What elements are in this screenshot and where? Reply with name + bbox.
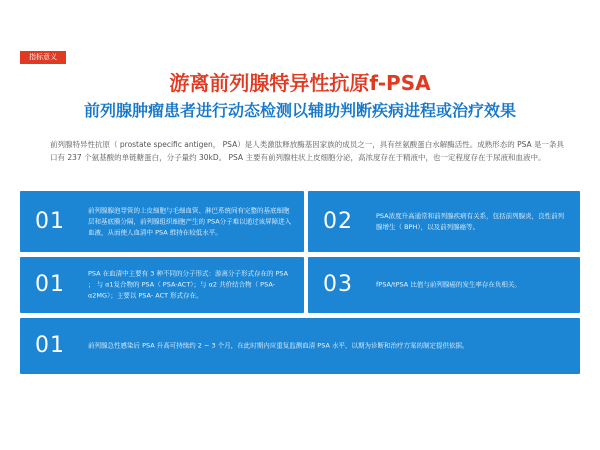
card-text: PSA浓度升高通常和前列腺疾病有关系，包括前列腺炎，良性前列腺增生（ BPH），以及前列腺癌等。	[376, 211, 565, 231]
info-card-3	[20, 257, 304, 313]
card-number: 01	[35, 208, 65, 234]
card-text: PSA 在血清中主要有 3 种不同的分子形式：游离分子形式存在的 PSA ； 与 α1复合物的 PSA（ PSA-ACT）；与 α2 共价结合物（ PSA-α2MG）；主要以 PSA- ACT 形式存在。	[88, 269, 289, 300]
card-text: 前列腺腺泡导管的上皮细胞与毛细血管、淋巴系统间有完整的基底细胞层和基底膜分隔，前列腺组织细胞产生的 PSA分子难以通过该屏障进入血液，从而使人血清中 PSA 维持在较低水平。	[88, 206, 292, 236]
page-title: 游离前列腺特异性抗原f-PSA	[169, 71, 431, 95]
card-number: 03	[323, 272, 353, 297]
section-tag: 指标意义	[20, 51, 66, 64]
info-card-2	[308, 191, 580, 252]
card-text: 前列腺急性感染后 PSA 升高可持续约 2 ~ 3 个月，在此时期内应重复监测血清 PSA 水平，以期为诊断和治疗方案的制定提供依据。	[88, 341, 469, 350]
card-number: 02	[323, 208, 353, 234]
card-number: 01	[35, 333, 65, 358]
card-text: fPSA/tPSA 比值与前列腺癌的发生率存在负相关。	[376, 280, 521, 289]
info-card-5	[20, 318, 580, 374]
intro-paragraph: 前列腺特异性抗原（ prostate specific antigen， PSA）是人类激肽释放酶基因家族的成员之一，具有丝氨酸蛋白水解酶活性。成熟形态的 PSA 是一条具口有 237 个氨基酸的单链糖蛋白，分子量约 30kD。 PSA 主要有前列腺柱状上皮细胞分泌，高浓度存在于精液中，也一定程度存在于尿液和血液中。	[50, 140, 565, 162]
info-card-4	[308, 257, 580, 313]
page-subtitle: 前列腺肿瘤患者进行动态检测以辅助判断疾病进程或治疗效果	[83, 101, 516, 120]
info-card-1	[20, 191, 304, 252]
card-number: 01	[35, 272, 65, 297]
